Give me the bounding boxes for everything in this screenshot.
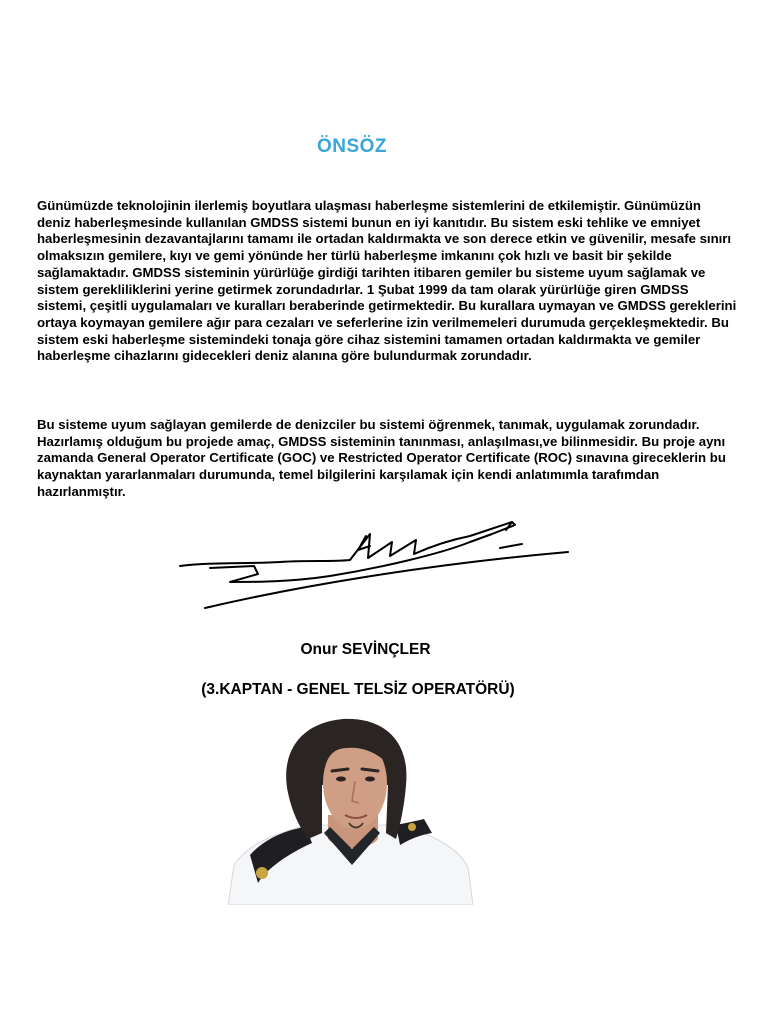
- author-photo: [228, 715, 473, 905]
- signature-image: [170, 510, 580, 620]
- page-title: ÖNSÖZ: [316, 136, 388, 157]
- paragraph-intro: Günümüzde teknolojinin ilerlemiş boyutlara ulaşması haberleşme sistemlerini de etkilemiştir. Günümüzün deniz haberleşmesinde kullanılan GMDSS sistemi bunun en iyi kanıtıdır. Bu sistem eski tehlike ve emniyet haberleşmesinin dezavantajlarını tamamı ile ortadan kaldırmakta ve son derece etkin ve güvenilir, mesafe sınırı olmaksızın gemilere, kıyı ve gemi yönünde her türlü haberleşme imkanını çok hızlı ve basit bir şekilde sağlamaktadır. GMDSS sisteminin yürürlüğe girdiği tarihten itibaren gemiler bu sisteme uyum sağlamak ve sistem gerekliliklerini yerine getirmek zorundadırlar. 1 Şubat 1999 da tam olarak yürürlüğe giren GMDSS sistemi, çeşitli uygulamaları ve kuralları beraberinde getirmektedir. Bu kurallara uymayan ve GMDSS gereklerini ortaya koymayan gemilere ağır para cezaları ve seferlerine izin verilmemeleri durumuda gerçekleşmektedir. Bu sistem eski haberleşme sistemindeki tonaja göre cihaz sistemini tamamen ortadan kaldırmakta ve gemiler haberleşme cihazlarını gidecekleri deniz alanına göre bulundurmak zorundadır.: [37, 198, 737, 364]
- author-name: Onur SEVİNÇLER: [300, 641, 431, 658]
- signature-stroke-dash: [500, 544, 522, 548]
- signature-stroke-base: [205, 552, 568, 608]
- paragraph-purpose: Bu sisteme uyum sağlayan gemilerde de denizciler bu sistemi öğrenmek, tanımak, uygulamak zorundadır. Hazırlamış olduğum bu projede amaç, GMDSS sisteminin tanınması, anlaşılması,ve bilinmesidir. Bu proje aynı zamanda General Operator Certificate (GOC) ve Restricted Operator Certificate (ROC) sınavına gireceklerin bu kaynaktan yararlanmaları durumunda, temel bilgilerini karşılamak için kendi anlatımımla tarafımdan hazırlanmıştır.: [37, 417, 726, 499]
- signature-stroke-body: [180, 522, 515, 582]
- author-role: (3.KAPTAN - GENEL TELSİZ OPERATÖRÜ): [201, 681, 515, 698]
